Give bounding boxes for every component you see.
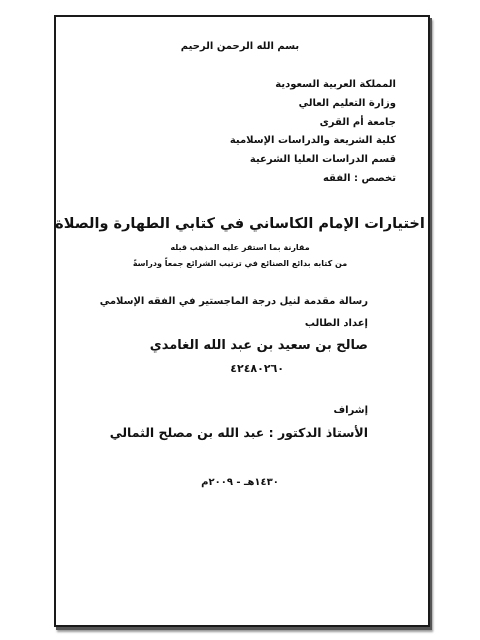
student-id: ٤٢٤٨٠٢٦٠	[230, 362, 284, 375]
prepared-by-label: إعداد الطالب	[304, 318, 368, 329]
supervisor-name: الأستاذ الدكتور : عبد الله بن مصلح الثمالي	[109, 425, 368, 440]
header-country: المملكة العربية السعودية	[275, 79, 396, 90]
header-university: جامعة أم القرى	[319, 117, 396, 128]
author-name: صالح بن سعيد بن عبد الله الغامدي	[149, 338, 368, 353]
header-department: قسم الدراسات العليا الشرعية	[249, 154, 396, 165]
date: ١٤٣٠هـ - ٢٠٠٩م	[201, 477, 279, 488]
thesis-subtitle-1: مقارنة بما استقر عليه المذهب قبله	[170, 243, 310, 252]
header-college: كلية الشريعة والدراسات الإسلامية	[229, 135, 396, 146]
header-specialization: تخصص : الفقه	[322, 173, 396, 184]
header-ministry: وزارة التعليم العالي	[298, 98, 396, 109]
degree-statement: رسالة مقدمة لنيل درجة الماجستير في الفقه الإسلامي	[99, 296, 368, 307]
thesis-title: اختيارات الإمام الكاساني في كتابي الطهارة والصلاة	[55, 216, 425, 232]
thesis-subtitle-2: من كتابه بدائع الصنائع في ترتيب الشرائع جمعاً ودراسةً	[132, 259, 348, 268]
supervision-label: إشراف	[333, 405, 368, 416]
basmala: بسم الله الرحمن الرحيم	[180, 41, 300, 52]
